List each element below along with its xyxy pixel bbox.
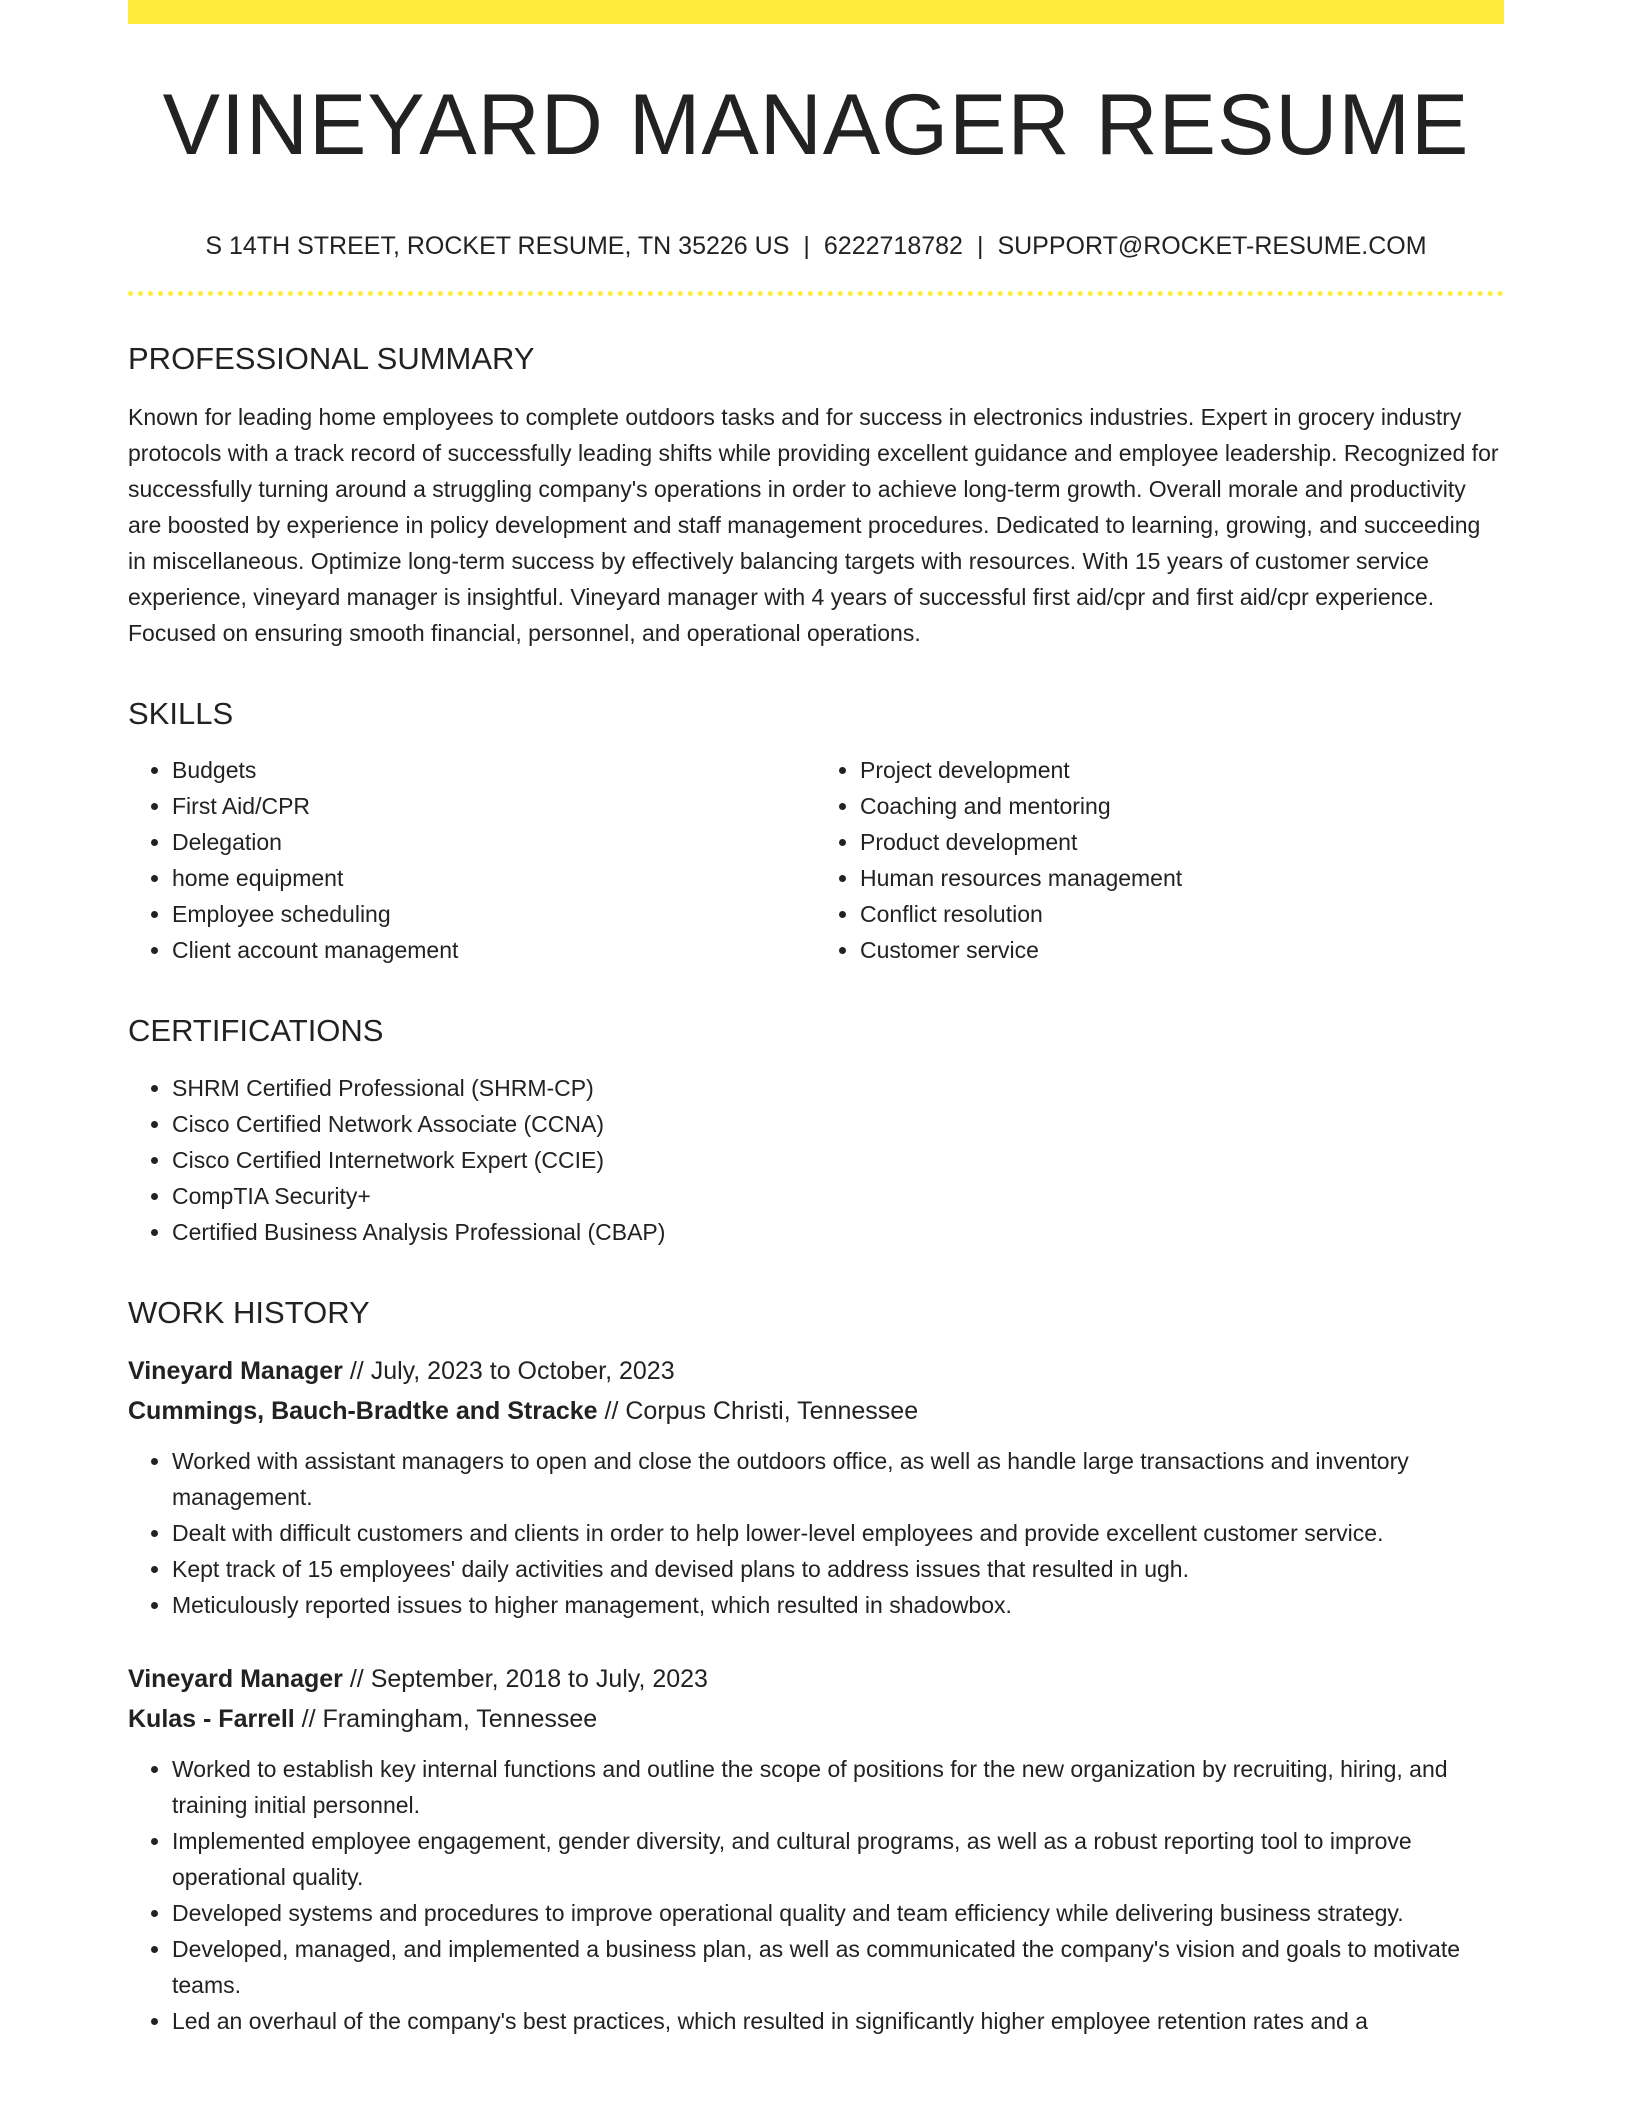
job-entry (128, 1659, 1504, 2039)
certification-item: • Cisco Certified Internetwork Expert (CCIE) (172, 1142, 1504, 1178)
skill-item: • home equipment (172, 860, 816, 896)
job-bullet: • Kept track of 15 employees' daily activities and devised plans to address issues that resulted in ugh. (172, 1551, 1504, 1587)
contact-email: SUPPORT@ROCKET-RESUME.COM (997, 232, 1427, 260)
job-title-line (128, 1351, 1504, 1391)
job-bullet: • Meticulously reported issues to higher management, which resulted in shadowbox. (172, 1587, 1504, 1623)
certifications-heading: CERTIFICATIONS (128, 1013, 384, 1049)
certification-item: • Cisco Certified Network Associate (CCNA) (172, 1106, 1504, 1142)
job-entry (128, 1351, 1504, 1623)
skills-columns (128, 752, 1504, 968)
job-company-line (128, 1391, 1504, 1431)
job-company: Cummings, Bauch-Bradtke and Stracke (128, 1396, 598, 1425)
skill-item: • Coaching and mentoring (860, 788, 1504, 824)
job-bullet: • Led an overhaul of the company's best practices, which resulted in significantly higher employee retention rates and a (172, 2003, 1504, 2039)
contact-separator: | (803, 232, 810, 260)
job-bullet: • Worked to establish key internal functions and outline the scope of positions for the new organization by recruiting, hiring, and training initial personnel. (172, 1751, 1504, 1823)
job-bullet: • Worked with assistant managers to open and close the outdoors office, as well as handle large transactions and inventory management. (172, 1443, 1504, 1515)
skills-right-list (816, 752, 1504, 968)
job-bullets (128, 1751, 1504, 2039)
skill-item: • Client account management (172, 932, 816, 968)
skill-item: • Product development (860, 824, 1504, 860)
contact-line (128, 232, 1504, 261)
contact-address: S 14TH STREET, ROCKET RESUME, TN 35226 US (205, 232, 790, 260)
certification-item: • SHRM Certified Professional (SHRM-CP) (172, 1070, 1504, 1106)
skills-section (128, 695, 1504, 968)
job-location: // Corpus Christi, Tennessee (597, 1396, 919, 1425)
skill-item: • Customer service (860, 932, 1504, 968)
contact-phone: 6222718782 (823, 232, 963, 260)
skill-item: • Project development (860, 752, 1504, 788)
job-bullets (128, 1443, 1504, 1623)
accent-bar (128, 0, 1504, 24)
job-bullet: • Implemented employee engagement, gender diversity, and cultural programs, as well as a robust reporting tool to improve operational quality. (172, 1823, 1504, 1895)
resume-title: VINEYARD MANAGER RESUME (162, 77, 1470, 173)
summary-text: Known for leading home employees to complete outdoors tasks and for success in electronics industries. Expert in grocery industry protocols with a track record of successfully leading shifts while providing excellent guidance and employee leadership. Recognized for successfully turning around a struggling company's operations in order to achieve long-term growth. Overall morale and productivity are boosted by experience in policy development and staff management procedures. Dedicated to learning, growing, and succeeding in miscellaneous. Optimize long-term success by effectively balancing targets with resources. With 15 years of customer service experience, vineyard manager is insightful. Vineyard manager with 4 years of successful first aid/cpr and first aid/cpr experience. Focused on ensuring smooth financial, personnel, and operational operations. (128, 404, 1499, 647)
skills-heading: SKILLS (128, 696, 234, 732)
work-history-heading: WORK HISTORY (128, 1294, 370, 1330)
certifications-section (128, 1012, 1504, 1249)
skill-item: • Human resources management (860, 860, 1504, 896)
summary-heading: PROFESSIONAL SUMMARY (128, 341, 535, 376)
job-bullet: • Dealt with difficult customers and clients in order to help lower-level employees and provide excellent customer service. (172, 1515, 1504, 1551)
job-dates: // July, 2023 to October, 2023 (342, 1356, 675, 1385)
job-location: // Framingham, Tennessee (294, 1704, 598, 1733)
job-dates: // September, 2018 to July, 2023 (342, 1664, 708, 1693)
skill-item: • Budgets (172, 752, 816, 788)
summary-section (128, 340, 1504, 651)
work-history-section (128, 1294, 1504, 2039)
skill-item: • Conflict resolution (860, 896, 1504, 932)
resume-page (128, 0, 1504, 2112)
skill-item: • Delegation (172, 824, 816, 860)
skill-item: • First Aid/CPR (172, 788, 816, 824)
job-title: Vineyard Manager (128, 1664, 343, 1693)
job-company-line (128, 1699, 1504, 1739)
contact-separator: | (976, 232, 984, 260)
job-title-line (128, 1659, 1504, 1699)
job-bullet: • Developed systems and procedures to improve operational quality and team efficiency while delivering business strategy. (172, 1895, 1504, 1931)
job-title: Vineyard Manager (128, 1356, 343, 1385)
job-bullet: • Developed, managed, and implemented a business plan, as well as communicated the company's vision and goals to motivate teams. (172, 1931, 1504, 2003)
skills-left-list (128, 752, 816, 968)
certification-item: • Certified Business Analysis Professional (CBAP) (172, 1214, 1504, 1250)
dotted-divider (128, 291, 1504, 296)
certifications-list (128, 1070, 1504, 1250)
skill-item: • Employee scheduling (172, 896, 816, 932)
certification-item: • CompTIA Security+ (172, 1178, 1504, 1214)
job-company: Kulas - Farrell (128, 1704, 295, 1733)
